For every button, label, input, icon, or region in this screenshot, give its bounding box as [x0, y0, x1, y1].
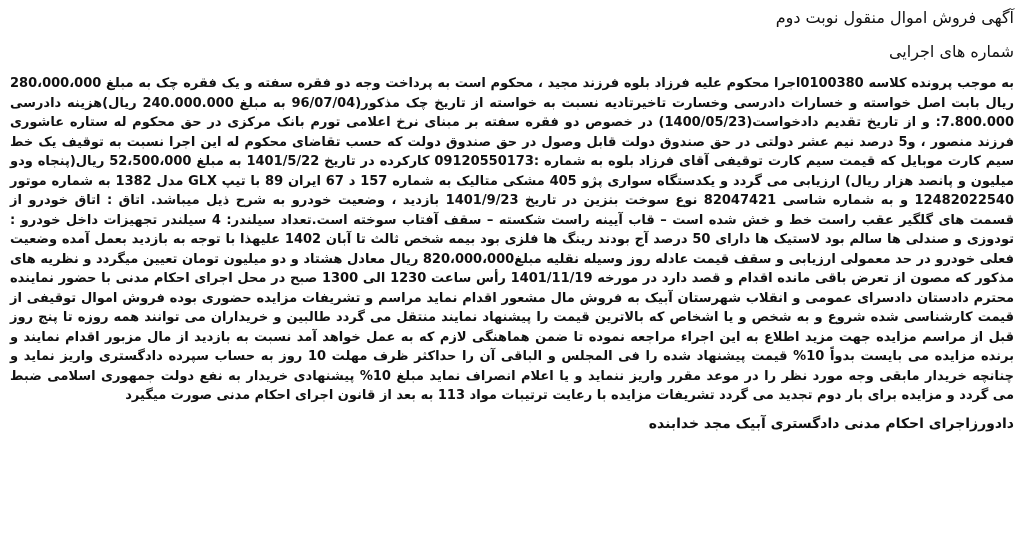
- notice-subtitle: شماره های اجرایی: [888, 42, 1014, 61]
- notice-signature: دادورزاجرای احکام مدنی دادگستری آبیک مجد خدابنده: [648, 415, 1014, 432]
- notice-title: آگهی فروش اموال منقول نوبت دوم: [775, 8, 1014, 27]
- notice-body: به موجب پرونده کلاسه 0100380اجرا محکوم علیه فرزاد بلوه فرزند مجید ، محکوم است به پرداخت وجه دو فقره سفته و یک فقره چک به مبلغ 280،000،000 ریال بابت اصل خواسته و خسارات دادرسی وخسارت تاخیرتادیه نسبت به خواسته از تاریخ چک مذکور(96/07/04 به مبلغ 240.000.000 ریال)هزینه دادرسی 7.800.000: و از تاریخ تقدیم دادخواست(1400/05/23) در خصوص دو فقره سفته بر مبنای نرخ اعلامی تورم بانک مرکزی در حق محکوم له ستاره عاشوری فرزند منصور ، و5 درصد نیم عشر دولتی در حق صندوق دولت قابل وصول در حق صندوق دولت که حسب تقاضای محکوم له این اجرا نسبت به توقیف یک خط سیم کارت موبایل که قیمت سیم کارت توقیفی آقای فرزاد بلوه به شماره :09120550173 کارکرده در تاریخ 1401/5/22 به مبلغ 52،500،000 ریال(پنجاه ودو میلیون و پانصد هزار ریال) ارزیابی می گردد و یکدستگاه سواری پژو 405 مشکی متالیک به شماره 157 د 67 ایران 89 با تیپ GLX مدل 1382 به شماره موتور 12482022540 و به شماره شاسی 82047421 نوع سوخت بنزین در تاریخ 1401/9/23 بازدید ، وضعیت خودرو به شرح ذیل میباشد. اتاق : اتاق خودرو از قسمت های گلگیر عقب راست خط و خش شده است – قاب آیینه راست شکسته – سقف آفتاب سوخته است.تعداد سیلندر: 4 سیلندر تجهیزات داخل خودرو : تودوزی و صندلی ها سالم بود لاستیک ها دارای 50 درصد آج بودند رینگ ها فلزی بود بیمه شخص ثالث تا آبان 1402 علیهذا با توجه به بازدید بعمل آمده وضعیت فعلی خودرو در حد معمولی ارزیابی و سقف قیمت عادله روز وسیله نقلیه مبلغ820،000،000 ریال معادل هشتاد و دو میلیون تومان تعیین میگردد و نظریه های مذکور که مصون از تعرض باقی مانده اقدام و قصد دارد در مورخه 1401/11/19 رأس ساعت 1230 الی 1300 صبح در محل اجرای احکام مدنی با حضور نماینده محترم دادستان دادسرای عمومی و انقلاب شهرستان آبیک به فروش مال مشعور اقدام نماید مراسم و تشریفات مزایده حضوری بوده فروش اموال توقیفی از قیمت کارشناسی شده شروع و به شخص و یا اشخاص که بالاترین قیمت را پیشنهاد نمایند منتقل می گردد طالبین و خریداران می توانند همه روزه تا پنج روز قبل از مراسم مزایده جهت مزید اطلاع به این اجراء مراجعه نموده تا ضمن هماهنگی لازم که به عمل خواهد آمد نسبت به بازدید از مال مزبور اقدام نمایند و برنده مزایده می بایست بدواً 10% قیمت پیشنهاد شده را فی المجلس و الباقی آن را حداکثر ظرف مهلت 10 روز به حساب سپرده دادگستری واریز نماید و چنانچه خریدار مابقی وجه مورد نظر را در موعد مقرر واریز ننماید و یا اعلام انصراف نماید مبلغ 10% پیشنهادی خریدار به نفع دولت جمهوری اسلامی ضبط می گردد و مزایده برای بار دوم تجدید می گردد تشریفات مزایده با رعایت ترتیبات مواد 113 به بعد از قانون اجرای احکام مدنی صورت میگیرد: [10, 76, 1015, 403]
